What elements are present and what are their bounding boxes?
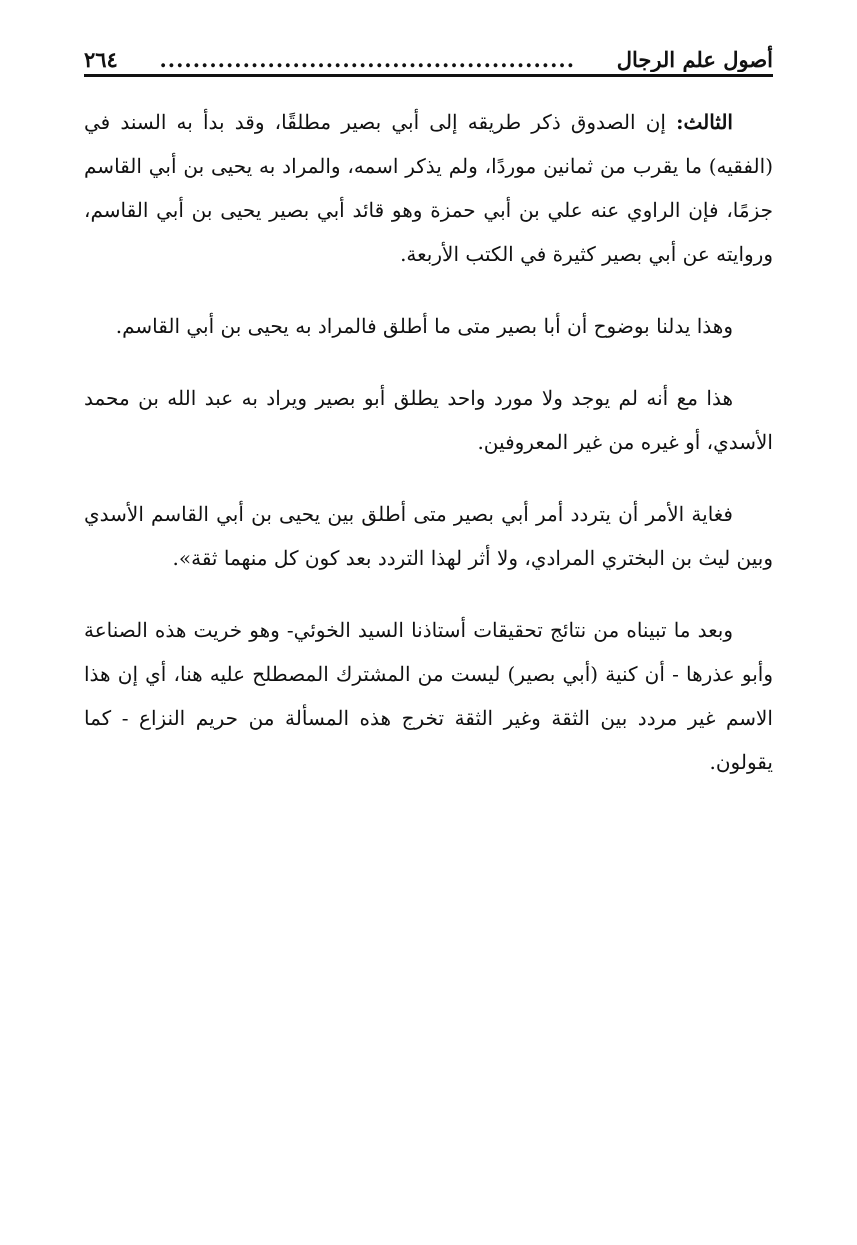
paragraph-5: وبعد ما تبيناه من نتائج تحقيقات أستاذنا السيد الخوئي- وهو خريت هذه الصناعة وأبو عذرها - أن كنية (أبي بصير) ليست من المشترك المصطلح عليه هنا، أي إن هذا الاسم غير مردد بين الثقة وغير الثقة تخرج هذه المسألة من حريم النزاع - كما يقولون. xyxy=(84,618,773,774)
paragraph-2: وهذا يدلنا بوضوح أن أبا بصير متى ما أطلق فالمراد به يحيى بن أبي القاسم. xyxy=(115,314,733,338)
body-text xyxy=(84,100,773,812)
header-rule xyxy=(84,74,773,77)
paragraph-1 xyxy=(84,100,773,276)
paragraph-3: هذا مع أنه لم يوجد ولا مورد واحد يطلق أبو بصير ويراد به عبد الله بن محمد الأسدي، أو غيره من غير المعروفين. xyxy=(84,386,773,454)
paragraph-lead: الثالث: xyxy=(676,110,733,134)
paragraph-text: إن الصدوق ذكر طريقه إلى أبي بصير مطلقًا، وقد بدأ به السند في (الفقيه) ما يقرب من ثمانين موردًا، ولم يذكر اسمه، والمراد به يحيى بن أبي القاسم جزمًا، فإن الراوي عنه علي بن أبي حمزة وهو قائد أبي بصير يحيى بن أبي القاسم، وروايته عن أبي بصير كثيرة في الكتب الأربعة. xyxy=(84,110,773,266)
running-header xyxy=(84,38,773,72)
running-header-title: أصول علم الرجال xyxy=(616,47,773,72)
paragraph-4: فغاية الأمر أن يتردد أمر أبي بصير متى أطلق بين يحيى بن أبي القاسم الأسدي وبين ليث بن البختري المرادي، ولا أثر لهذا التردد بعد كون كل منهما ثقة». xyxy=(84,502,773,570)
page-number: ٢٦٤ xyxy=(84,47,118,72)
book-page xyxy=(84,0,773,1245)
running-header-leader-dots: .................................................. xyxy=(159,47,576,72)
